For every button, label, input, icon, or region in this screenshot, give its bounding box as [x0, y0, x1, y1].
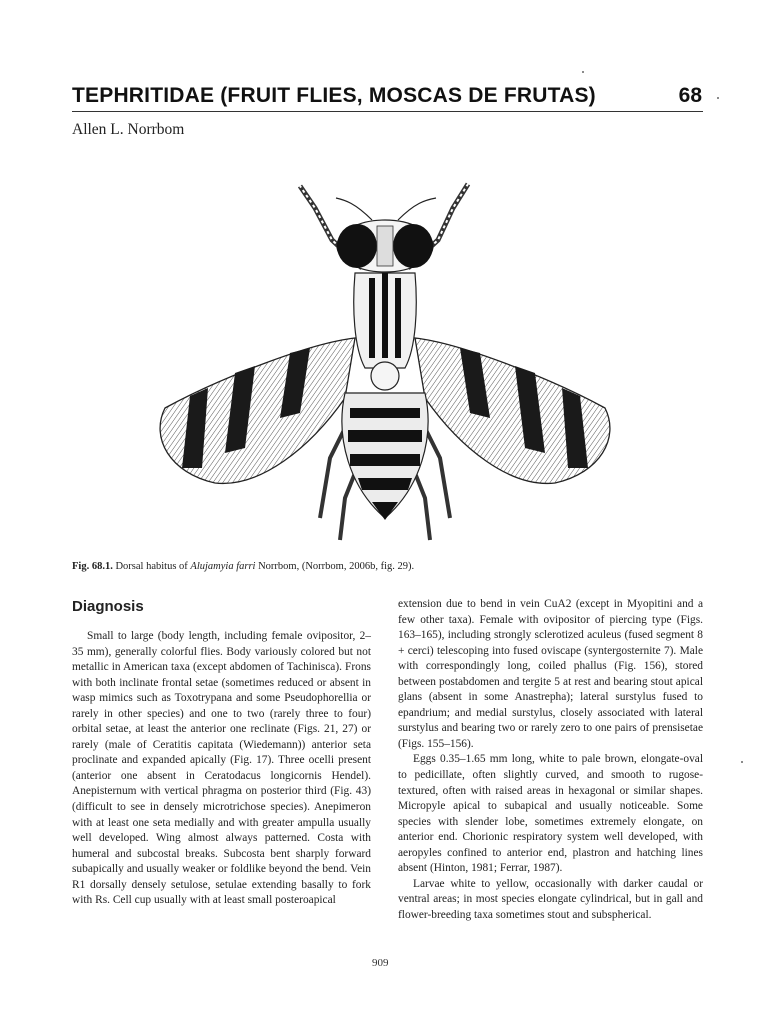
header-rule	[72, 111, 703, 112]
caption-species: Alujamyia farri	[190, 561, 256, 572]
speck	[717, 97, 719, 99]
section-heading: Diagnosis	[72, 598, 144, 615]
diagnosis-paragraph: Small to large (body length, including female ovipositor, 2–35 mm), generally colorful flies. Body variously colored but not metallic in American taxa (except abdomen of Tachinisca). Frons with both inclinate frontal setae (sometimes reduced or absent in wasp mimics such as Toxotrypana and some Pseudophorellia or rarely in other species) and one to two (rarely three to four) orbital setae, at least the anterior one reclinate (Figs. 21, 27) or rarely (male of Ceratitis capitata (Wiedemann)) anterior seta proclinate and expanded apically (Fig. 17). Three ocelli present (anterior one absent in Ceratodacus longicornis Hendel). Anepisternum with vertical phragma on posterior third (Fig. 43) (difficult to see in densely microtrichose species). Anepimeron with at least one seta medially and with greater ampulla usually well developed. Wing almost always patterned. Costa with humeral and subcostal breaks. Subcosta bent sharply forward subapically and usually weaker or foldlike beyond the bend. Vein R1 dorsally densely setulose, setulae extending basally to fork with Rs. Cell cup usually with at least small posteroapical	[72, 630, 371, 907]
fly-drawing	[140, 168, 630, 548]
speck	[741, 761, 743, 763]
chapter-title: TEPHRITIDAE (FRUIT FLIES, MOSCAS DE FRUTAS)	[72, 84, 596, 107]
caption-suffix: Norrbom, (Norrbom, 2006b, fig. 29).	[255, 561, 415, 572]
left-column	[72, 629, 371, 909]
right-column	[398, 597, 703, 923]
chapter-number: 68	[678, 84, 702, 107]
eggs-paragraph: Eggs 0.35–1.65 mm long, white to pale brown, elongate-oval to pedicillate, often slightly curved, and smooth to rugose-textured, often with raised areas in hexagonal or similar shapes. Micropyle apical to subapical and usually noticeable. Some species with slender lobe, sometimes extremely elongate, on anterior end. Chorionic respiratory system well developed, with aeropyles confined to anterior end, plastron and hatching lines absent (Hinton, 1981; Ferrar, 1987).	[398, 753, 703, 875]
speck	[582, 71, 584, 73]
caption-prefix: Dorsal habitus of	[112, 561, 191, 572]
page-number: 909	[372, 957, 389, 969]
diagnosis-continuation: extension due to bend in vein CuA2 (except in Myopitini and a few other taxa). Female with ovipositor of piercing type (Figs. 163–165), including strongly sclerotized aculeus (fused segment 8 + cerci) telescoping into fused oviscape (syntergosternite 7). Male with correspondingly long, coiled phallus (Fig. 156), stored between postabdomen and tergite 5 at rest and bearing stout apical glans (absent in some Anastrepha); lateral surstylus fused to epandrium; and medial surstylus, closely associated with lateral surstylus and bearing two or rarely zero to one pairs of prensisetae (Figs. 155–156).	[398, 598, 703, 750]
figure-label: Fig. 68.1.	[72, 561, 113, 572]
figure-fly-illustration	[140, 168, 630, 548]
author-name: Allen L. Norrbom	[72, 121, 185, 138]
larvae-paragraph: Larvae white to yellow, occasionally with darker caudal or ventral areas; in most species elongate cylindrical, but in gall and flower-breeding taxa sometimes stout and subspherical.	[398, 877, 703, 921]
figure-caption	[72, 561, 414, 572]
